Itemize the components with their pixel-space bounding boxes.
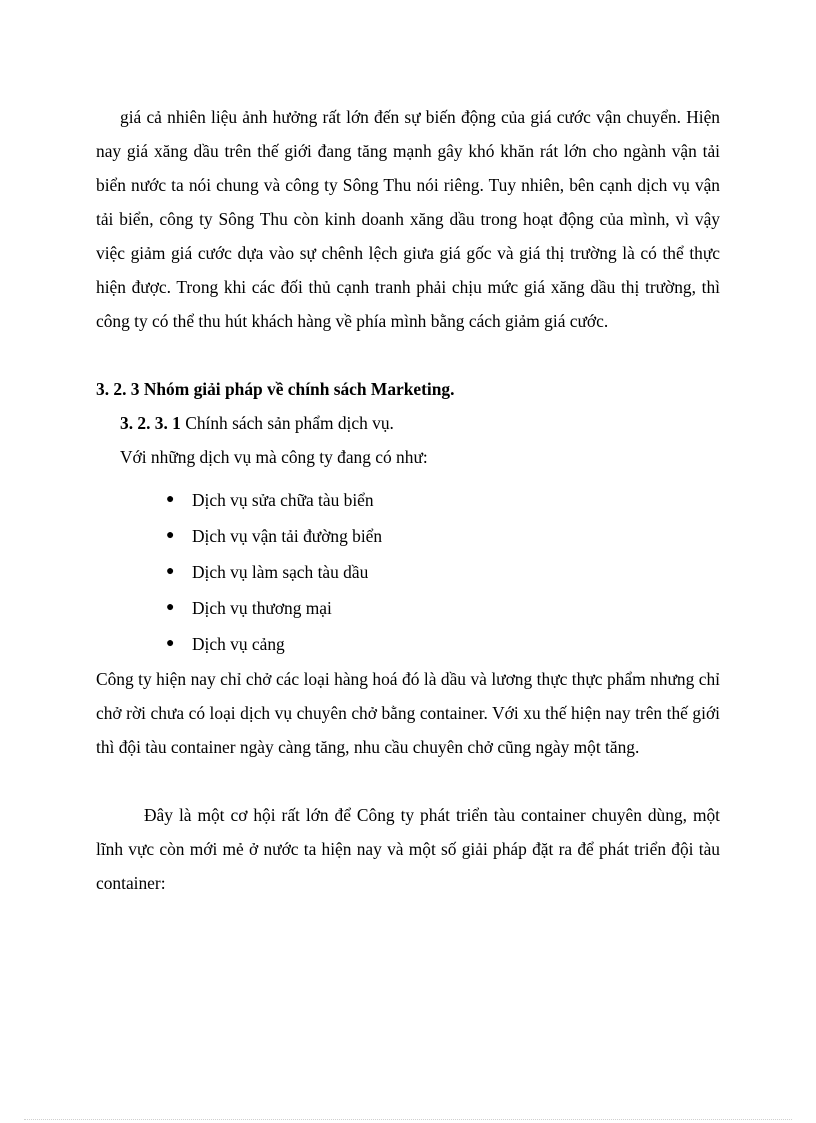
section-heading-marketing: 3. 2. 3 Nhóm giải pháp về chính sách Marketing. [96,379,455,399]
service-label: Dịch vụ sửa chữa tàu biển [192,490,374,510]
page-bottom-divider [24,1119,792,1120]
bullet-icon: ● [166,564,175,579]
list-item [166,554,720,590]
bullet-icon: ● [166,636,175,651]
paragraph-cargo: Công ty hiện nay chỉ chở các loại hàng hoá đó là dầu và lương thực thực phẩm nhưng chỉ chở rời chưa có loại dịch vụ chuyên chở bằng container. Với xu thế hiện nay trên thế giới thì đội tàu container ngày càng tăng, nhu cầu chuyên chở cũng ngày một tăng. [96,669,720,757]
paragraph-container-opportunity: Đây là một cơ hội rất lớn để Công ty phát triển tàu container chuyên dùng, một lĩnh vực còn mới mẻ ở nước ta hiện nay và một số giải pháp đặt ra để phát triển đội tàu container: [96,805,720,893]
subsection-title: Chính sách sản phẩm dịch vụ. [180,413,394,433]
bullet-icon: ● [166,492,175,507]
list-item [166,590,720,626]
list-item [166,518,720,554]
bullet-icon: ● [166,528,175,543]
service-label: Dịch vụ làm sạch tàu dầu [192,562,369,582]
services-list [96,482,720,662]
service-label: Dịch vụ vận tải đường biển [192,526,383,546]
service-label: Dịch vụ thương mại [192,598,332,618]
list-item [166,482,720,518]
bullet-icon: ● [166,600,175,615]
document-body [96,100,720,900]
list-item [166,626,720,662]
subsection-heading-services [96,406,720,440]
service-label: Dịch vụ cảng [192,634,285,654]
services-intro: Với những dịch vụ mà công ty đang có như: [120,447,428,467]
paragraph-fuel-price: giá cả nhiên liệu ảnh hưởng rất lớn đến sự biến động của giá cước vận chuyển. Hiện nay giá xăng dầu trên thế giới đang tăng mạnh gây khó khăn rát lớn cho ngành vận tải biển nước ta nói chung và công ty Sông Thu nói riêng. Tuy nhiên, bên cạnh dịch vụ vận tải biển, công ty Sông Thu còn kinh doanh xăng dầu trong hoạt động của mình, vì vậy việc giảm giá cước dựa vào sự chênh lệch giưa giá gốc và giá thị trường là có thể thực hiện được. Trong khi các đối thủ cạnh tranh phải chịu mức giá xăng dầu thị trường, thì công ty có thể thu hút khách hàng về phía mình bằng cách giảm giá cước. [96,107,720,331]
subsection-number: 3. 2. 3. 1 [120,413,181,433]
